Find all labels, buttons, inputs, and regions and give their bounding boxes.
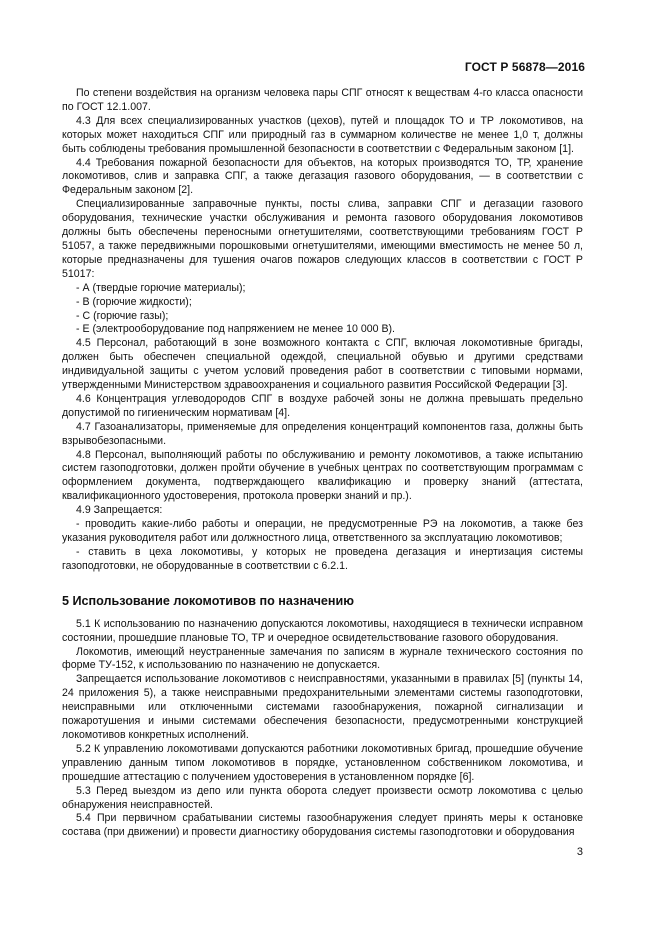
paragraph-5-4: 5.4 При первичном срабатывании системы газообнаружения следует принять меры к остановке состава (при движении) и провести диагностику оборудования системы газоподготовки и оборудования: [62, 812, 583, 839]
list-item: - ставить в цеха локомотивы, у которых не проведена дегазация и инертизация системы газоподготовки, не оборудованные в соответствии с 6.2.1.: [62, 545, 583, 572]
section-title: 5 Использование локомотивов по назначению: [62, 593, 355, 608]
paragraph-4-9: 4.9 Запрещается:: [76, 504, 163, 517]
document-header-code: ГОСТ Р 56878—2016: [464, 60, 585, 74]
paragraph-5-3: 5.3 Перед выездом из депо или пункта оборота следует произвести осмотр локомотива с целью обнаружения неисправностей.: [62, 784, 583, 811]
paragraph: Специализированные заправочные пункты, посты слива, заправки СПГ и дегазации газового оборудования, технические участки обслуживания и ремонта газового оборудования локомотивов должны быть обеспечены переносными огнетушителями, соответствующими требованиям ГОСТ Р 51057, а также передвижными порошковыми огнетушителями, имеющими вместимость не менее 50 л, которые предназначены для тушения очагов пожаров следующих классов в соответствии с ГОСТ Р 51017:: [62, 198, 583, 280]
list-item: - В (горючие жидкости);: [76, 295, 192, 308]
list-item: - проводить какие-либо работы и операции, не предусмотренные РЭ на локомотив, а также без указания руководителя работ или должностного лица, ответственного за эксплуатацию локомотивов;: [62, 518, 583, 544]
paragraph-5-1: 5.1 К использованию по назначению допускаются локомотивы, находящиеся в технически исправном состоянии, прошедшие плановые ТО, ТР и очередное освидетельствование газового оборудования.: [62, 617, 583, 644]
paragraph: Запрещается использование локомотивов с неисправностями, указанными в правилах [5] (пункты 14, 24 приложения 5), а также неисправными предохранительными элементами системы газоподготовки, неисправными или отключенными системами газообнаружения, пожарной сигнализации и пожаротушения и иными системами обеспечения безопасности, предусмотренными конструкцией локомотивов конкретных исполнений.: [62, 673, 583, 741]
document-body: [62, 87, 583, 840]
paragraph-4-4: 4.4 Требования пожарной безопасности для объектов, на которых производятся ТО, ТР, хранение локомотивов, слив и заправка СПГ, а также дегазация газового оборудования, — в соответствии с Федеральным законом [2].: [62, 156, 583, 197]
paragraph-4-5: 4.5 Персонал, работающий в зоне возможного контакта с СПГ, включая локомотивные бригады, должен быть обеспечен специальной одеждой, специальной обувью и другими средствами индивидуальной защиты с учетом условий проведения работ в соответствии с типовыми нормами, утвержденными Министерством здравоохранения и социального развития Российской Федерации [3].: [62, 337, 583, 392]
paragraph-4-7: 4.7 Газоанализаторы, применяемые для определения концентраций компонентов газа, должны быть взрывобезопасными.: [62, 420, 583, 447]
paragraph-4-3: 4.3 Для всех специализированных участков (цехов), путей и площадок ТО и ТР локомотивов, на которых может находиться СПГ или природный газ в суммарном количестве не менее 1,0 т, должны быть соблюдены требования промышленной безопасности в соответствии с Федеральным законом [1].: [62, 114, 583, 155]
paragraph-4-8: 4.8 Персонал, выполняющий работы по обслуживанию и ремонту локомотивов, а также испытанию систем газоподготовки, должен пройти обучение в учебных центрах по соответствующим программам с оформлением документа, подтверждающего квалификацию и проверку знаний (аттестата, квалификационного удостоверения, протокола проверки знаний и пр.).: [62, 448, 583, 503]
list-item: - А (твердые горючие материалы);: [76, 281, 246, 294]
page-number: 3: [576, 846, 583, 858]
list-item: - С (горючие газы);: [76, 309, 169, 322]
paragraph: Локомотив, имеющий неустраненные замечания по записям в журнале технического состояния по форме ТУ-152, к использованию по назначению не допускается.: [62, 645, 583, 672]
paragraph: По степени воздействия на организм человека пары СПГ относят к веществам 4-го класса опасности по ГОСТ 12.1.007.: [62, 87, 583, 113]
paragraph-5-2: 5.2 К управлению локомотивами допускаются работники локомотивных бригад, прошедшие обучение управлению данным типом локомотивов в порядке, установленном собственником локомотива, и прошедшие аттестацию с получением удостоверения в установленном порядке [6].: [62, 742, 583, 783]
paragraph-4-6: 4.6 Концентрация углеводородов СПГ в воздухе рабочей зоны не должна превышать предельно допустимой по гигиеническим нормативам [4].: [62, 392, 583, 419]
list-item: - Е (электрооборудование под напряжением не менее 10 000 В).: [76, 323, 395, 336]
